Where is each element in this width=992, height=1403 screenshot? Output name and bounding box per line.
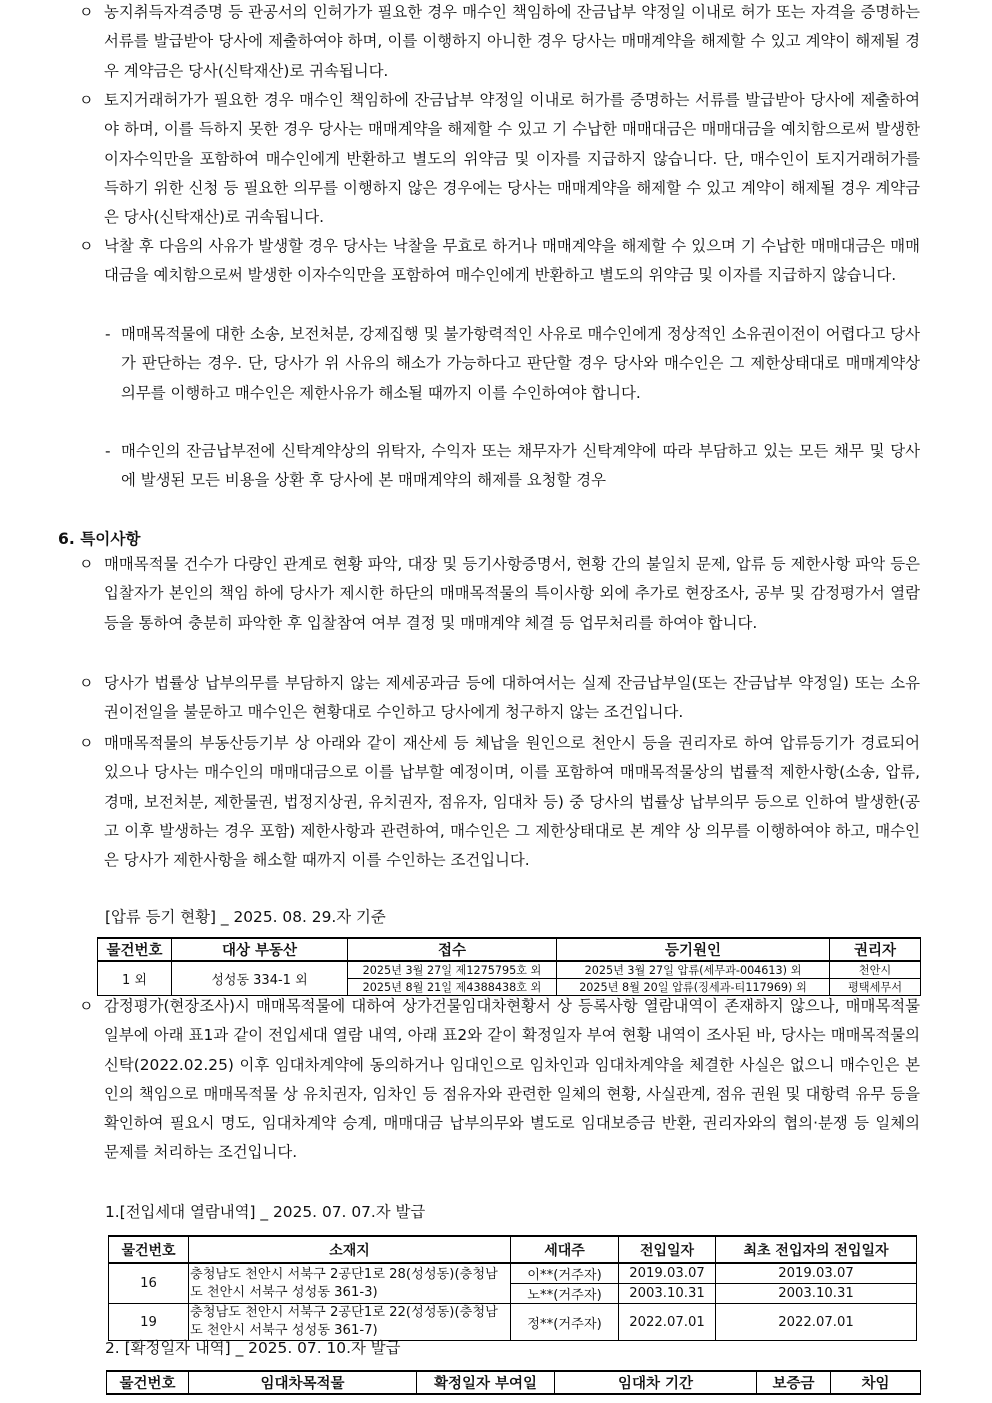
dash-legal-restriction: 매매목적물에 대한 소송, 보전처분, 강제집행 및 불가항력적인 사유로 매수인에게 정상적인 소유권이전이 어렵다고 당사가 판단하는 경우. 단, 당사가 위 사유의 해소가 가능하다고 판단할 경우 당사와 매수인은 그 제한상태대로 매매계약상 의무를 이행하고 매수인은 제한사유가 해소될 때까지 이를 수인하여야 합니다. [121, 325, 920, 402]
bullet-tax-burden: 당사가 법률상 납부의무를 부담하지 않는 제세공과금 등에 대하여서는 실제 잔금납부일(또는 잔금납부 약정일) 또는 소유권이전일을 불문하고 매수인은 현황대로 수인하고 당사에게 청구하지 않는 조건입니다. [104, 674, 920, 722]
header-cell: 차임 [831, 1371, 921, 1394]
bullet-marker: ㅇ [79, 91, 94, 109]
householder-cell: 이**(거주자) [511, 1263, 619, 1284]
header-cell: 임대차목적물 [189, 1371, 417, 1394]
header-cell: 물건번호 [109, 1236, 189, 1263]
header-cell: 보증금 [757, 1371, 831, 1394]
table-header-row [109, 1236, 917, 1263]
move-in-date-cell: 2022.07.01 [619, 1304, 716, 1341]
bullet-marker: ㅇ [79, 997, 94, 1015]
bullet-marker: ㅇ [79, 674, 94, 692]
section-heading: 6. 특이사항 [58, 530, 141, 548]
table1-caption: 1.[전입세대 열람내역] _ 2025. 07. 07.자 발급 [105, 1203, 426, 1221]
first-move-in-date-cell: 2019.03.07 [716, 1263, 917, 1284]
receipt-cell: 2025년 3월 27일 제1275795호 외 [348, 961, 557, 979]
table-row [109, 1263, 917, 1284]
bullet-marker: ㅇ [79, 555, 94, 573]
first-move-in-date-cell: 2003.10.31 [716, 1284, 917, 1304]
move-in-date-cell: 2019.03.07 [619, 1263, 716, 1284]
seizure-caption: [압류 등기 현황] _ 2025. 08. 29.자 기준 [105, 908, 386, 926]
property-cell: 성성동 334-1 외 [172, 961, 348, 996]
table-header-row [107, 1371, 921, 1394]
seizure-table [97, 937, 921, 996]
bullet-marker: ㅇ [79, 237, 94, 255]
dash-marker: - [105, 442, 111, 460]
header-cell: 접수 [348, 938, 557, 961]
holder-cell: 평택세무서 [830, 979, 921, 996]
header-cell: 최초 전입자의 전입일자 [716, 1236, 917, 1263]
header-cell: 소재지 [189, 1236, 511, 1263]
bullet-quantity-survey: 매매목적물 건수가 다량인 관계로 현황 파악, 대장 및 등기사항증명서, 현황 간의 불일치 문제, 압류 등 제한사항 파악 등은 입찰자가 본인의 책임 하에 당사가 제시한 하단의 매매목적물의 특이사항 외에 추가로 현장조사, 공부 및 감정평가서 열람 등을 통하여 충분히 파악한 후 입찰참여 여부 결정 및 매매계약 체결 등 업무처리를 하여야 합니다. [104, 555, 920, 632]
bullet-marker: ㅇ [79, 734, 94, 752]
item-number-cell: 1 외 [98, 961, 172, 996]
holder-cell: 천안시 [830, 961, 921, 979]
householder-cell: 노**(거주자) [511, 1284, 619, 1304]
householder-cell: 정**(거주자) [511, 1304, 619, 1341]
item-number-cell: 16 [109, 1263, 189, 1304]
bullet-bid-invalidation: 낙찰 후 다음의 사유가 발생할 경우 당사는 낙찰을 무효로 하거나 매매계약을 해제할 수 있으며 기 수납한 매매대금은 매매대금을 예치함으로써 발생한 이자수익만을 포함하여 매수인에게 반환하고 별도의 위약금 및 이자를 지급하지 않습니다. [104, 237, 920, 285]
header-cell: 전입일자 [619, 1236, 716, 1263]
bullet-land-transaction-permit: 토지거래허가가 필요한 경우 매수인 책임하에 잔금납부 약정일 이내로 허가를 증명하는 서류를 발급받아 당사에 제출하여야 하며, 이를 득하지 못한 경우 당사는 매매계약을 해제할 수 있고 기 수납한 매매대금은 매매대금을 예치함으로써 발생한 이자수익만을 포함하여 매수인에게 반환하고 별도의 위약금 및 이자를 지급하지 않습니다. 단, 매수인이 토지거래허가를 득하기 위한 신청 등 필요한 의무를 이행하지 않은 경우에는 당사는 매매계약을 해제할 수 있고 계약이 해제될 경우 계약금은 당사(신탁재산)로 귀속됩니다. [104, 91, 920, 227]
header-cell: 등기원인 [557, 938, 830, 961]
header-cell: 대상 부동산 [172, 938, 348, 961]
dash-contract-termination: 매수인의 잔금납부전에 신탁계약상의 위탁자, 수익자 또는 채무자가 신탁계약에 따라 부담하고 있는 모든 채무 및 당사에 발생된 모든 비용을 상환 후 당사에 본 매매계약의 해제를 요청할 경우 [121, 442, 920, 490]
cause-cell: 2025년 8월 20일 압류(징세과-티117969) 외 [557, 979, 830, 996]
bullet-seizure-registration: 매매목적물의 부동산등기부 상 아래와 같이 재산세 등 체납을 원인으로 천안시 등을 권리자로 하여 압류등기가 경료되어 있으나 당사는 매수인의 매매대금으로 이를 납부할 예정이며, 이를 포함하여 매매목적물상의 법률적 제한사항(소송, 압류, 경매, 보전처분, 제한물권, 법정지상권, 유치권자, 점유자, 임대차 등) 중 당사의 법률상 납부의무 등으로 인하여 발생한(공고 이후 발생하는 경우 포함) 제한사항과 관련하여, 매수인은 그 제한상태대로 본 계약 상 의무를 이행하여야 하고, 매수인은 당사가 제한사항을 해소할 때까지 이를 수인하는 조건입니다. [104, 734, 920, 870]
table-row [98, 961, 921, 979]
header-cell: 물건번호 [107, 1371, 189, 1394]
header-cell: 물건번호 [98, 938, 172, 961]
table-header-row [98, 938, 921, 961]
header-cell: 임대차 기간 [555, 1371, 757, 1394]
bullet-marker: ㅇ [79, 3, 94, 21]
header-cell: 세대주 [511, 1236, 619, 1263]
address-cell: 충청남도 천안시 서북구 2공단1로 22(성성동)(충청남도 천안시 서북구 성성동 361-7) [189, 1304, 511, 1341]
move-in-date-cell: 2003.10.31 [619, 1284, 716, 1304]
address-cell: 충청남도 천안시 서북구 2공단1로 28(성성동)(충청남도 천안시 서북구 성성동 361-3) [189, 1263, 511, 1304]
receipt-cell: 2025년 8월 21일 제4388438호 외 [348, 979, 557, 996]
bullet-farmland-permit: 농지취득자격증명 등 관공서의 인허가가 필요한 경우 매수인 책임하에 잔금납부 약정일 이내로 허가 또는 자격을 증명하는 서류를 발급받아 당사에 제출하여야 하며, 이를 이행하지 아니한 경우 당사는 매매계약을 해제할 수 있고 계약이 해제될 경우 계약금은 당사(신탁재산)로 귀속됩니다. [104, 3, 920, 80]
first-move-in-date-cell: 2022.07.01 [716, 1304, 917, 1341]
table-row [109, 1304, 917, 1341]
move-in-household-table [108, 1235, 917, 1341]
header-cell: 확정일자 부여일 [417, 1371, 555, 1394]
bullet-appraisal-occupancy: 감정평가(현장조사)시 매매목적물에 대하여 상가건물임대차현황서 상 등록사항 열람내역이 존재하지 않으나, 매매목적물 일부에 아래 표1과 같이 전입세대 열람 내역, 아래 표2와 같이 확정일자 부여 현황 내역이 조사된 바, 당사는 매매목적물의 신탁(2022.02.25) 이후 임대차계약에 동의하거나 임대인으로 임차인과 임대차계약을 체결한 사실은 없으니 매수인은 본인의 책임으로 매매목적물 상 유치권자, 임차인 등 점유자와 관련한 일체의 현황, 사실관계, 점유 권원 및 대항력 유무 등을 확인하여 필요시 명도, 임대차계약 승계, 매매대금 납부의무와 별도로 임대보증금 반환, 권리자와의 협의·분쟁 등 일체의 문제를 처리하는 조건입니다. [104, 997, 920, 1162]
table2-caption: 2. [확정일자 내역] _ 2025. 07. 10.자 발급 [105, 1339, 401, 1357]
header-cell: 권리자 [830, 938, 921, 961]
item-number-cell: 19 [109, 1304, 189, 1341]
cause-cell: 2025년 3월 27일 압류(세무과-004613) 외 [557, 961, 830, 979]
dash-marker: - [105, 325, 111, 343]
fixed-date-table [106, 1370, 921, 1395]
